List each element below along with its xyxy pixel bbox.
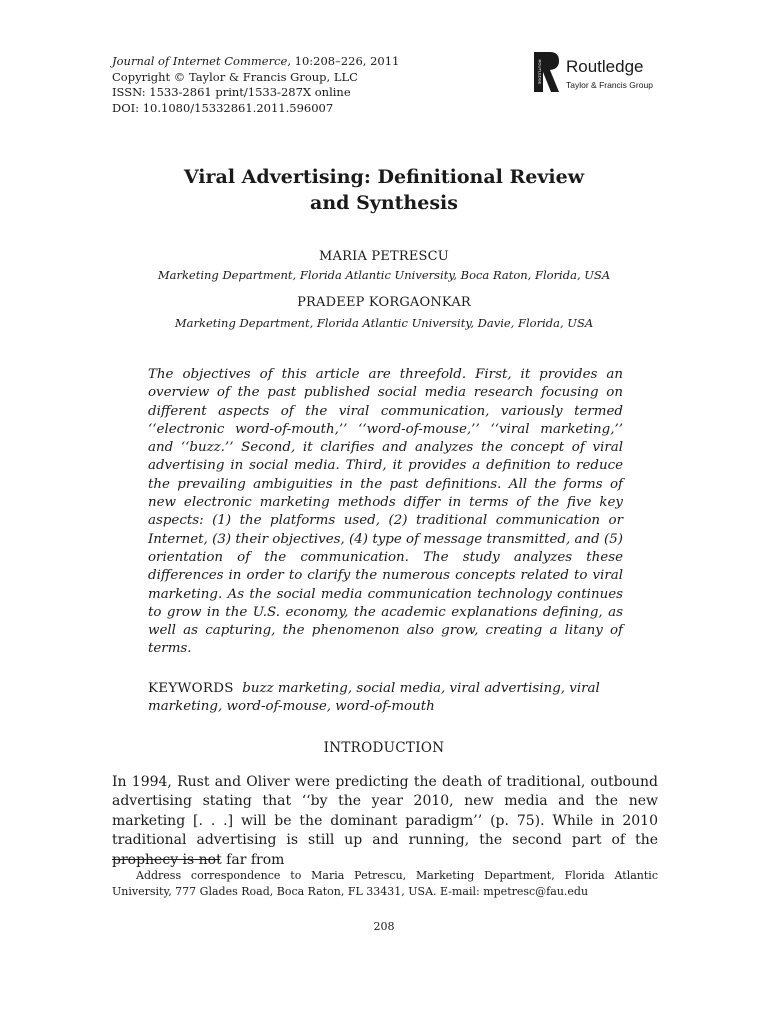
publisher-brand: Routledge [566, 57, 644, 76]
doi-line: DOI: 10.1080/15332861.2011.596007 [112, 100, 334, 115]
author-affiliation-1: Marketing Department, Florida Atlantic University, Boca Raton, Florida, USA [157, 268, 611, 282]
body-paragraph: In 1994, Rust and Oliver were predicting the death of traditional, outbound advertising stating that ‘‘by the year 2010, new media and the new marketing [. . .] will be the dominant paradigm’’ (p. 75). While in 2010 traditional advertising is still up and running, the second part of the prophecy is not far from [112, 774, 658, 868]
abstract [148, 366, 623, 659]
journal-citation-line [112, 54, 399, 70]
keywords [148, 680, 623, 717]
publisher-logo [534, 50, 674, 94]
journal-name: Journal of Internet Commerce [112, 54, 288, 68]
author-affiliation-2: Marketing Department, Florida Atlantic University, Davie, Florida, USA [174, 316, 594, 330]
footnote-divider [112, 859, 220, 860]
section-heading: INTRODUCTION [323, 740, 445, 756]
author-name-1: MARIA PETRESCU [319, 249, 449, 264]
title-line-1: Viral Advertising: Definitional Review [183, 166, 585, 188]
routledge-vertical-text: ROUTLEDGE [537, 59, 543, 85]
keywords-text: buzz marketing, social media, viral advertising, viral marketing, word-of-mouse, word-of-mouth [148, 681, 600, 715]
body-text [112, 773, 658, 870]
keywords-label: KEYWORDS [148, 681, 234, 696]
journal-volume: , 10:208–226, 2011 [287, 54, 400, 68]
title-line-2: and Synthesis [310, 192, 458, 214]
author-name-2: PRADEEP KORGAONKAR [297, 295, 471, 310]
copyright-line: Copyright © Taylor & Francis Group, LLC [112, 69, 358, 84]
routledge-logo-icon [534, 50, 560, 94]
publisher-subbrand: Taylor & Francis Group [566, 80, 653, 90]
article-title [112, 164, 656, 216]
issn-line: ISSN: 1533-2861 print/1533-287X online [112, 85, 351, 99]
correspondence-footnote: Address correspondence to Maria Petrescu, Marketing Department, Florida Atlantic University, 777 Glades Road, Boca Raton, FL 33431, USA. E-mail: mpetresc@fau.edu [112, 869, 658, 898]
page-number: 208 [373, 920, 395, 933]
journal-header [112, 54, 399, 116]
abstract-text: The objectives of this article are threefold. First, it provides an overview of the past published social media research focusing on different aspects of the viral communication, variously termed ‘‘electronic word-of-mouth,’’ ‘‘word-of-mouse,’’ ‘‘viral marketing,’’ and ‘‘buzz.’’ Second, it clarifies and analyzes the concept of viral advertising in social media. Third, it provides a definition to reduce the prevailing ambiguities in the past definitions. All the forms of new electronic marketing methods differ in terms of the five key aspects: (1) the platforms used, (2) traditional communication or Internet, (3) their objectives, (4) type of message transmitted, and (5) orientation of the communication. The study analyzes these differences in order to clarify the numerous concepts related to viral marketing. As the social media communication technology continues to grow in the U.S. economy, the academic explanations defining, as well as capturing, the phenomenon also grow, creating a litany of terms. [148, 367, 623, 657]
